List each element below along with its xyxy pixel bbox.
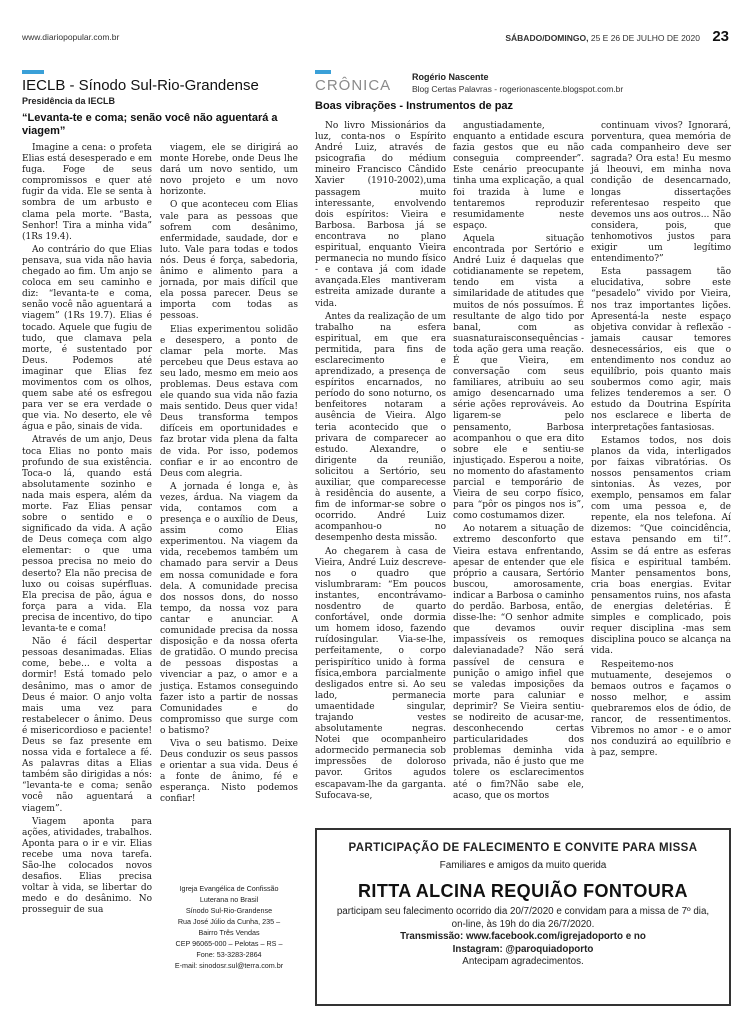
left-subsection: Presidência da IECLB [22, 96, 116, 106]
author-name: Rogério Nascente [412, 72, 489, 82]
edition-day: SÁBADO/DOMINGO, [505, 33, 589, 43]
left-column-1 [22, 143, 152, 916]
notice-transmission: Transmissão: www.facebook.com/igrejadoporto e no [400, 931, 646, 942]
paragraph: viagem, ele se dirigirá ao monte Horebe, onde Deus lhe dará um novo sentido, um novo projeto e um novo horizonte. [160, 143, 298, 198]
paragraph: O que aconteceu com Elias vale para as pessoas que sofrem com desânimo, enfermidade, saudade, dor e luto. Vale para todas e todos nós. Deus é força, sabedoria, ânimo e alimento para a jornada, por mais difícil que ela possa parecer. Deus se importa com todas as pessoas. [160, 200, 298, 322]
signature-line: Luterana no Brasil [199, 895, 259, 904]
paragraph: angustiadamente, enquanto a entidade escura fazia gestos que eu não conseguia compreender”. Este cenário preocupante tinha uma explicação, a qual foi trazida à lume e tentaremos reproduzir resumidamente neste espaço. [453, 121, 584, 231]
site-url: www.diariopopular.com.br [22, 32, 120, 42]
notice-instagram: Instagram: @paroquiadoporto [452, 943, 594, 955]
church-signature [160, 883, 298, 971]
cronica-section-title: CRÔNICA [315, 77, 392, 94]
left-column-2 [160, 143, 298, 806]
signature-line: CEP 96065-000 – Pelotas – RS – [175, 939, 283, 948]
page-number: 23 [712, 28, 729, 45]
paragraph: Não é fácil despertar pessoas desanimadas. Elias come, bebe... e volta a dormir! Está tomado pelo desânimo, mas o amor de Deus é maior. O anjo volta mais uma vez para restabelecer o ânimo. Deus é misericordioso e paciente! Deus se faz presente em nossa vida e fortalece a fé. As palavras ditas a Elias também são dirigidas a nós: “levanta-te e coma; senão você não aguentará a viagem”. [22, 637, 152, 814]
notice-details: participam seu falecimento ocorrido dia 20/7/2020 e convidam para a missa de 7º dia, on-line, às 19h do dia 26/7/2020. [336, 906, 710, 930]
signature-line: Fone: 53-3283-2864 [196, 950, 262, 959]
paragraph: Ao chegarem à casa de Vieira, André Luiz descreve-nos o quadro que vislumbraram: “Em poucos instantes, encontrávamo-nosdentro de quarto confortável, onde dormia um homem idoso, fazendo ruídosingular. Via-se-lhe, perfeitamente, o corpo perispirítico unido à forma física,embora parcialmente desligados entre si. Ao seu lado, permanecia umaentidade singular, trajando vestes absolutamente negras. Notei que ocompanheiro adormecido permanecia sob impressões de doloroso pavor. Gritos agudos escapavam-lhe da garganta. Sufocava-se, [315, 546, 446, 801]
paragraph: Antes da realização de um trabalho na esfera espiritual, em que era permitida, para fins de esclarecimento e aprendizado, a presença de espíritos encarnados, no período do sono noturno, os benfeitores notaram a ausência de Vieira. Algo teria acontecido que o privara de comparecer ao estudo. Alexandre, o dirigente da reunião, solicitou a Sertório, seu auxiliar, que comparecesse à residência do ausente, a fim de informar-se sobre o ocorrido. André Luiz acompanhou-o no desempenho desta missão. [315, 311, 446, 544]
obituary-notice [315, 828, 731, 1006]
paragraph: A jornada é longa e, às vezes, árdua. Na viagem da vida, contamos com a presença e o auxílio de Deus, assim como Elias experimentou. Na viagem da vida, recebemos também um chamado para servir a Deus em nossa comunidade e fora dela. A comunidade precisa dos nossos dons, do nosso tempo, da nossa voz para cantar e anunciar. A comunidade precisa da nossa disposição e da nossa oferta de gratidão. O mundo precisa de pessoas dispostas a vivenciar a paz, o amor e a justiça. Estamos conseguindo fazer isto a partir de nossas Comunidades e do compromisso que surge com o batismo? [160, 481, 298, 736]
signature-line: Bairro Três Vendas [198, 928, 260, 937]
signature-line: Igreja Evangélica de Confissão [179, 884, 279, 893]
left-article-title: “Levanta-te e coma; senão você não aguentará a viagem” [22, 112, 278, 137]
paragraph: Através de um anjo, Deus toca Elias no ponto mais profundo de sua existência. Toca-o lá, quando está absolutamente sozinho e nada mais espera, além da morte. Faz Elias pensar sobre o sentido e o significado da vida. A ação de Deus começa com algo elementar: o que uma pessoa precisa no meio do deserto? Ela não precisa de luxo ou coisas supérfluas. Ela precisa de pão, água e força para a vida. Ela precisa de incentivo, do tipo levanta-te e coma! [22, 435, 152, 635]
paragraph: continuam vivos? Ignorará, porventura, quea memória de cada companheiro deve ser sagrada? Ora esta! Eu mesmo já lheouvi, em minha nova condição de desencarnado, longas dissertações referentesao respeito que devemos uns aos outros... Não considera, pois, que tenhomotivos justos para exigir um legítimo entendimento?” [591, 121, 731, 265]
paragraph: Imagine a cena: o profeta Elias está desesperado e em fuga. Foge de seus compromissos e quer até fugir da vida. Ele se senta à sombra de um arbusto e clama pela morte. “Basta, Senhor! Tira a minha vida” (1Rs 19.4). [22, 143, 152, 242]
paragraph: Ao contrário do que Elias pensava, sua vida não havia chegado ao fim. Um anjo se coloca em seu caminho e diz: “levanta-te e coma, senão você não aguentará a viagem” (1Rs 19.7). Elias é tocado. Aquele que fugiu de tudo, que clamava pela morte, é sustentado por Deus. Podemos até imaginar que Elias fez movimentos com os olhos, quem sabe até os esfregou para ver se era verdade o que via. No deserto, ele vê água e pão, sinais de vida. [22, 244, 152, 433]
notice-intro: Familiares e amigos da muito querida [439, 860, 607, 871]
paragraph: Ao notarem a situação de extremo desconforto que Vieira estava enfrentando, apesar de entender que ele próprio a causara, Sertório buscou, amorosamente, indicar a Barbosa o caminho do perdão. Barbosa, então, disse-lhe: “O senhor admite que devamos ouvir impassíveis os remoques dalevianadade? Não será passível de censura e punição o amigo infiel que se valedas imposições da morte para caluniar e deprimir? Se Vieira sentiu-se nodireito de acusar-me, desconhecendo certas particularidades dos problemas deminha vida privada, não é justo que me tolere os esclarecimentos até o fim?Não sabe ele, acaso, que os mortos [453, 524, 584, 801]
right-column-2 [453, 121, 584, 802]
signature-line: Sínodo Sul-Rio-Grandense [185, 906, 273, 915]
paragraph: No livro Missionários da luz, conta-nos o Espírito André Luiz, através de psicografia do médium mineiro Francisco Cândido Xavier (1910-2002),uma passagem muito interessante, envolvendo dois espíritos: Vieira e Barbosa. Barbosa já se encontrava no plano espiritual, enquanto Vieira permanecia no mundo físico - e contava já com idade avançada.Eles mantiveram estreita amizade durante a vida. [315, 121, 446, 309]
paragraph: Viva o seu batismo. Deixe Deus conduzir os seus passos e orientar a sua vida. Deus é a fonte de ânimo, fé e esperança. Nisto podemos confiar! [160, 738, 298, 805]
paragraph: Elias experimentou solidão e desespero, a ponto de clamar pela morte. Mas percebeu que Deus estava ao seu lado, mesmo em meio aos problemas. Deus estava com ele quando sua vida não fazia mais sentido. Deus quer vida! Deus transforma tempos difíceis em oportunidades e faz brotar vida plena da falta de vida. Por isso, podemos confiar e ir ao encontro de Deus com alegria. [160, 324, 298, 479]
left-accent-bar [22, 70, 44, 74]
edition-date [505, 33, 700, 43]
paragraph: Aquela situação encontrada por Sertório e André Luiz é daquelas que cotidianamente se repetem, tendo em vista a similaridade de atitudes que muitos de nós possuímos. É resultante de algo tido por banal, com as suasnaturaisconsequências - toda ação gera uma reação. É que Vieira, em conversação com seus familiares, atribuiu ao seu amigo desencarnado uma série ações reprováveis. Ao ligarem-se pelo pensamento, Barbosa acompanhou o que era dito sobre ele e sentiu-se injustiçado. Esperou a noite, no momento do afastamento parcial e temporário de Vieira de seu corpo físico, para “pôr os pingos nos is”, como costumamos dizer. [453, 233, 584, 522]
right-column-3 [591, 121, 731, 759]
left-section-title: IECLB - Sínodo Sul-Rio-Grandense [22, 77, 259, 94]
signature-line: E-mail: sinodosr.sul@terra.com.br [174, 961, 284, 970]
paragraph: Respeitemo-nos mutuamente, desejemos o bemaos outros e façamos o nosso melhor, e assim quebraremos elos de ódio, de rancor, de ressentimentos. Vibremos no amor - e o amor nos conduzirá ao equilíbrio e à paz, sempre. [591, 659, 731, 759]
author-blog: Blog Certas Palavras - rogerionascente.blogspot.com.br [412, 84, 624, 94]
edition-date-rest: 25 E 26 DE JULHO DE 2020 [588, 33, 700, 43]
right-column-1 [315, 121, 446, 802]
paragraph: Viagem aponta para ações, atividades, trabalhos. Aponta para o ir e vir. Elias recebe uma nova tarefa. São-lhe colocados novos desafios. Elias precisa voltar à vida, se libertar do medo e do desânimo. No prosseguir de sua [22, 816, 152, 916]
notice-thanks: Antecipam agradecimentos. [462, 956, 584, 967]
paragraph: Esta passagem tão elucidativa, sobre este “pesadelo” vivido por Vieira, nos traz importantes lições. Apresentá-la neste espaço objetiva convidar à reflexão - jamais causar temores desnecessários, eis que o entendimento nos conduz ao equilíbrio, pois quanto mais soubermos como agir, mais felizes tenderemos a ser. O estudo da Doutrina Espírita nos esclarece e liberta de interpretações fantasiosas. [591, 267, 731, 433]
notice-heading: PARTICIPAÇÃO DE FALECIMENTO E CONVITE PARA MISSA [348, 842, 698, 854]
deceased-name: RITTA ALCINA REQUIÃO FONTOURA [358, 881, 688, 901]
notice-body [317, 906, 729, 969]
signature-line: Rua José Júlio da Cunha, 235 – [177, 917, 281, 926]
paragraph: Estamos todos, nos dois planos da vida, interligados por faixas vibratórias. Os nossos pensamentos criam sintonias. Às vezes, por exemplo, pensamos em falar com uma pessoa e, de repente, ela nos telefona. Aí dizemos: “Que coincidência, estava pensando em ti!”. Assim se dá entre as esferas física e espiritual também. Manter pensamentos bons, cria boas energias. Evitar pensamentos ruins, nos afasta de energias deletérias. É simples e complicado, pois requer disciplina -mas sem disciplina pouco se alcança na vida. [591, 435, 731, 657]
right-article-title: Boas vibrações - Instrumentos de paz [315, 100, 514, 112]
right-accent-bar [315, 70, 331, 74]
